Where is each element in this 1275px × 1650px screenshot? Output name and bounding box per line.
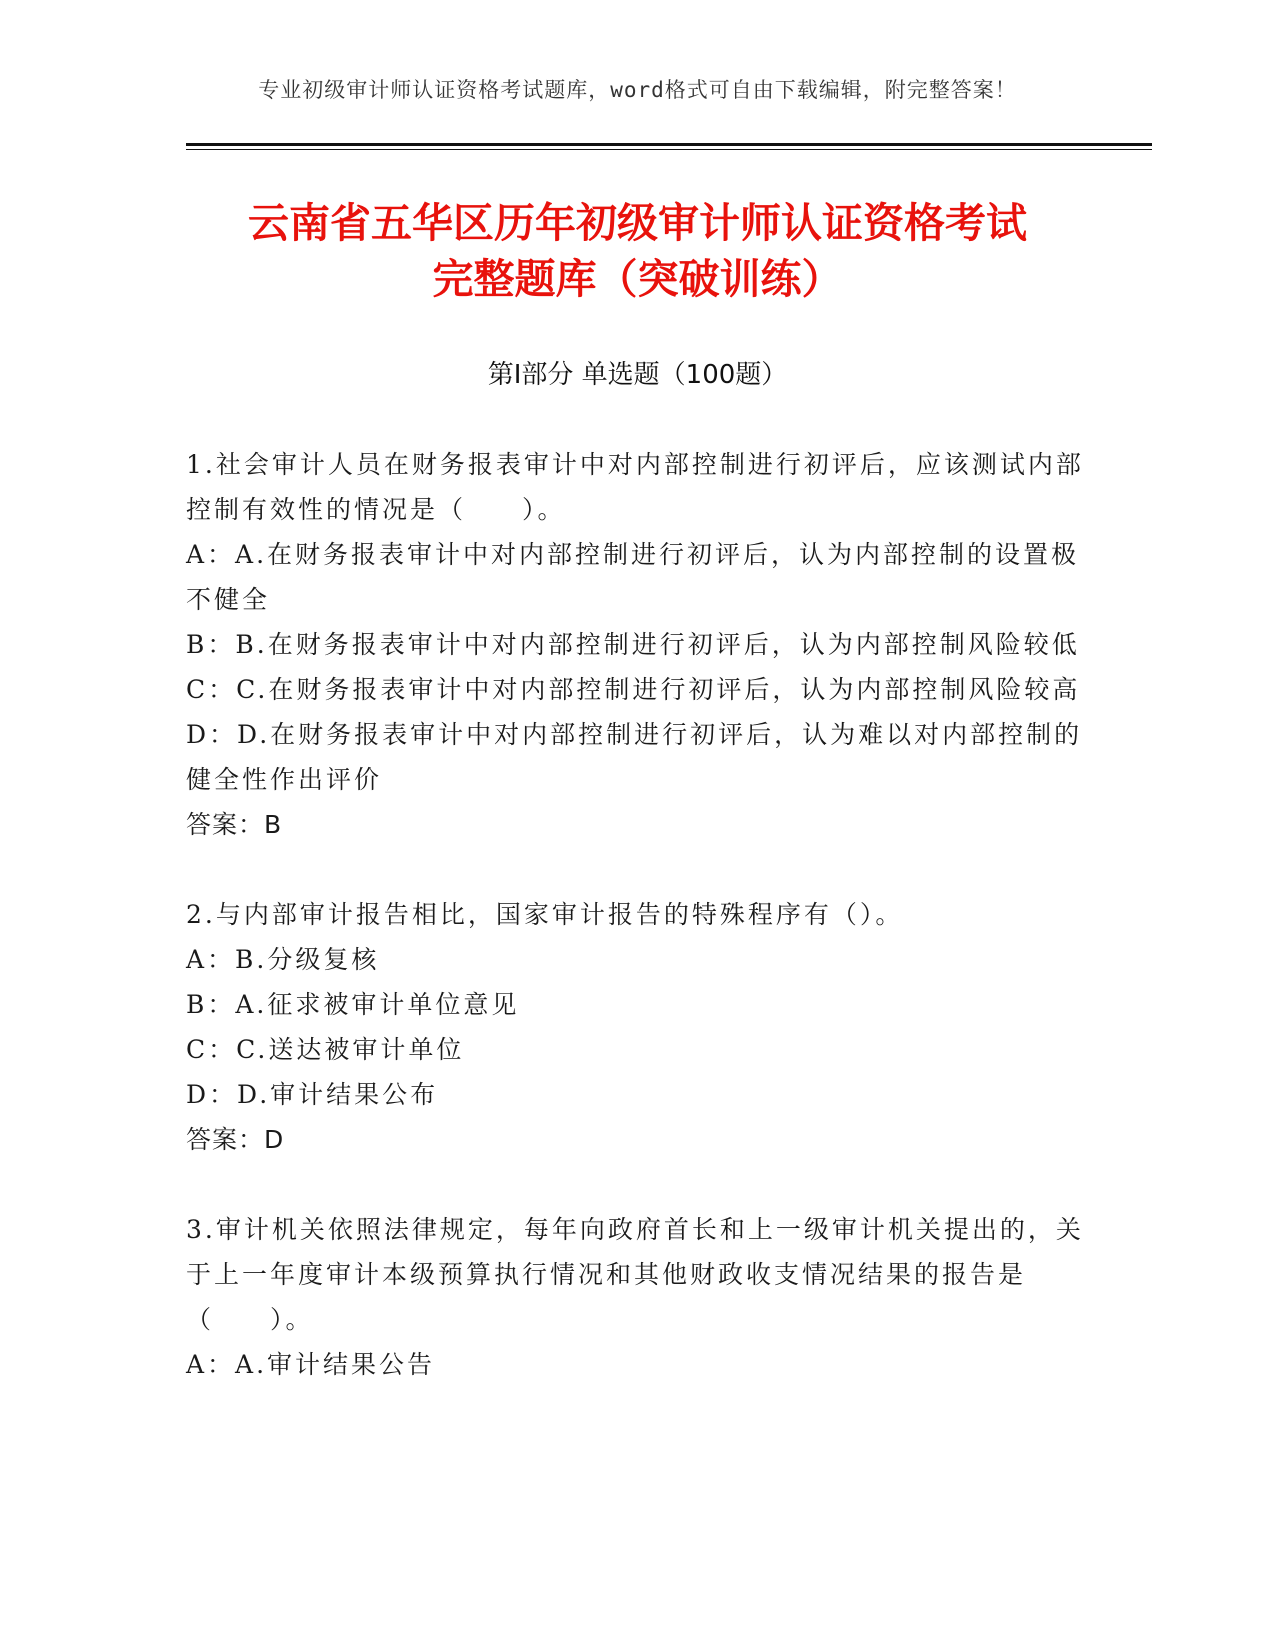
- question-list: [186, 442, 1086, 1432]
- option-d: D：D.在财务报表审计中对内部控制进行初评后，认为难以对内部控制的健全性作出评价: [186, 720, 1083, 794]
- answer-label: 答案：B: [186, 810, 283, 839]
- answer-label: 答案：D: [186, 1125, 285, 1154]
- question-text: 3.审计机关依照法律规定，每年向政府首长和上一级审计机关提出的，关于上一年度审计本级预算执行情况和其他财政收支情况结果的报告是（ ）。: [186, 1215, 1084, 1334]
- option-a: A：B.分级复核: [186, 945, 380, 974]
- option-b: B：B.在财务报表审计中对内部控制进行初评后，认为内部控制风险较低: [186, 630, 1080, 659]
- document-title: [0, 195, 1275, 307]
- section-title: 第Ⅰ部分 单选题（100题）: [487, 360, 788, 390]
- question-text: 1.社会审计人员在财务报表审计中对内部控制进行初评后，应该测试内部控制有效性的情况是（ ）。: [186, 450, 1084, 524]
- option-a: A：A.审计结果公告: [186, 1350, 436, 1379]
- option-c: C：C.送达被审计单位: [186, 1035, 465, 1064]
- option-c: C：C.在财务报表审计中对内部控制进行初评后，认为内部控制风险较高: [186, 675, 1081, 704]
- option-b: B：A.征求被审计单位意见: [186, 990, 520, 1019]
- document-title-line-1: 云南省五华区历年初级审计师认证资格考试: [248, 199, 1027, 247]
- question-3: [186, 1207, 1086, 1387]
- header-rule-thick: [186, 143, 1152, 146]
- header-note: 专业初级审计师认证资格考试题库，word格式可自由下载编辑，附完整答案！: [258, 78, 1017, 102]
- option-d: D：D.审计结果公布: [186, 1080, 439, 1109]
- question-1: [186, 442, 1086, 847]
- question-text: 2.与内部审计报告相比，国家审计报告的特殊程序有（）。: [186, 900, 904, 929]
- document-title-line-2: 完整题库（突破训练）: [432, 255, 843, 303]
- header-rule-thin: [186, 149, 1152, 150]
- option-a: A：A.在财务报表审计中对内部控制进行初评后，认为内部控制的设置极不健全: [186, 540, 1080, 614]
- question-2: [186, 892, 1086, 1162]
